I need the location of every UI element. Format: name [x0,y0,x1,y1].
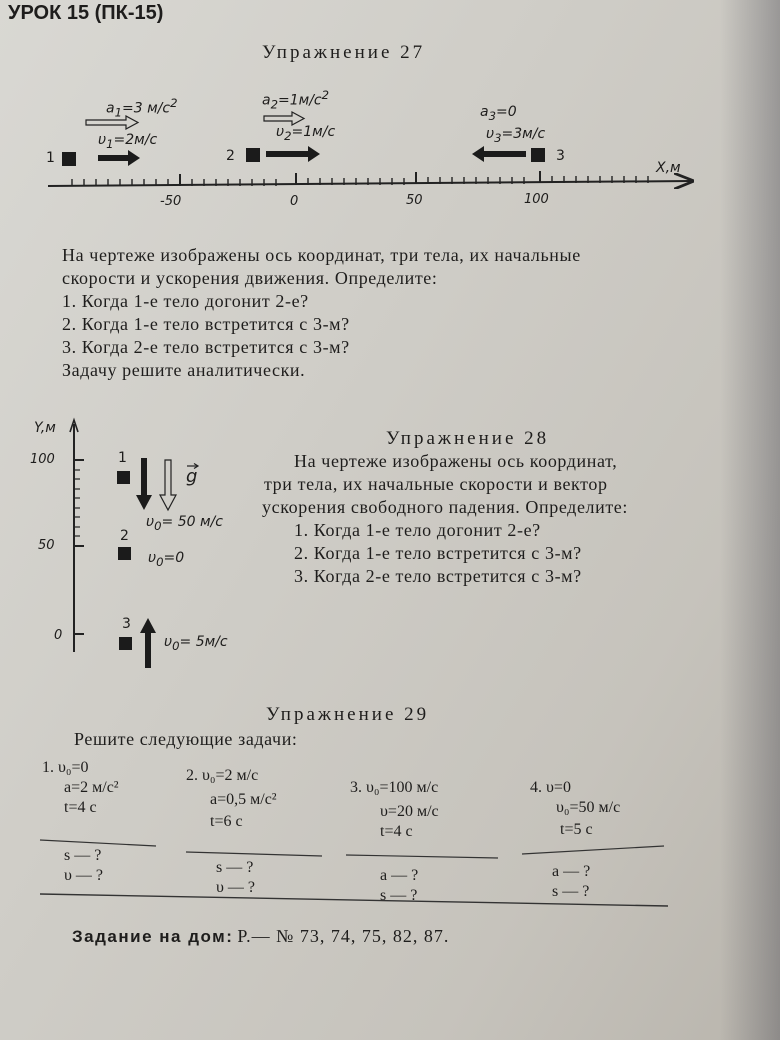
task-given: t=6 с [210,813,243,830]
ex27-question-3: 3. Когда 2-е тело встретится с 3-м? [62,337,350,357]
y-tick-0: 0 [54,628,63,643]
task-number: 4. [530,779,542,796]
body-3-square [531,148,545,162]
gravity-arrow [160,460,176,510]
task-find: a — ? [552,863,591,880]
task-given: t=4 с [380,823,413,840]
body-2-label: 2 [226,148,235,164]
body-2-square [246,148,260,162]
ex27-note: Задачу решите аналитически. [62,360,306,380]
x-axis-label: X,м [656,160,681,176]
exercise-28-heading: Упражнение 28 [386,428,550,449]
ex28-question-2: 2. Когда 1-е тело встретится с 3-м? [294,543,582,563]
task-given: υ₀=0 [58,759,89,776]
exercise-27-heading: Упражнение 27 [262,42,426,63]
body-1-label-y: 1 [118,450,127,466]
ex28-line-3: ускорения свободного падения. Определите: [262,497,629,517]
task-given: υ=0 [546,779,571,796]
body-3-square-y [119,637,132,650]
task-find: a — ? [380,867,419,884]
v0-body1-label: $\upsilon_0= 50$ м/с [146,514,223,533]
homework-label: Задание на дом: [72,927,234,946]
task-find: s — ? [380,887,418,904]
ex27-question-2: 2. Когда 1-е тело встретится с 3-м? [62,314,350,334]
x-tick-100: 100 [524,192,549,207]
v3-label: $\upsilon_3=3м/с$ [486,126,546,145]
task-given: υ₀=100 м/с [366,779,439,796]
homework-assignment: Р.— № 73, 74, 75, 82, 87. [237,926,450,946]
velocity-arrow-3 [472,146,526,162]
task-given: t=5 с [560,821,593,838]
ex27-question-1: 1. Когда 1-е тело догонит 2-е? [62,291,309,311]
task-given: υ=20 м/с [380,803,439,820]
task-find: υ — ? [216,879,256,896]
body-1-label: 1 [46,150,55,166]
task-2 [186,766,258,786]
task-number: 1. [42,759,54,776]
v1-label: $\upsilon_1=2м/с$ [98,132,158,151]
v0-body2-label: $\upsilon_0=0$ [148,550,185,569]
v0-body3-label: $\upsilon_0= 5м/с$ [164,634,228,653]
task-number: 2. [186,767,198,784]
task-number: 3. [350,779,362,796]
ex28-question-1: 1. Когда 1-е тело догонит 2-е? [294,520,541,540]
x-tick-0: 0 [290,194,299,209]
task-given: a=0,5 м/с² [210,791,277,808]
task-given: a=2 м/с² [64,779,119,796]
a2-label: $a_2=1м/с^2$ [262,88,330,112]
ex28-line-2: три тела, их начальные скорости и вектор [264,474,608,494]
y-tick-50: 50 [38,538,55,553]
body-1-square-y [117,471,130,484]
task-given: υ₀=50 м/с [556,799,621,816]
task-3 [350,778,438,798]
y-tick-100: 100 [30,452,55,467]
ex28-line-1: На чертеже изображены ось координат, [294,451,618,471]
y-axis [70,420,84,652]
y-axis-label: Y,м [34,420,56,436]
g-label: g [186,466,198,487]
x-axis [48,171,692,186]
body-3-label-y: 3 [122,616,131,632]
a3-label: $a_3=0$ [480,104,517,123]
x-tick-50: 50 [406,193,423,208]
task-find: υ — ? [64,867,104,884]
ex27-line-1: На чертеже изображены ось координат, три тела, их начальные [62,245,581,265]
a1-label: $a_1=3$ $м/с^2$ [106,96,178,120]
task-find: s — ? [552,883,590,900]
task-4 [530,778,571,798]
velocity-arrow-2 [266,146,320,162]
body-2-square-y [118,547,131,560]
ex29-intro: Решите следующие задачи: [74,729,298,749]
ex28-question-3: 3. Когда 2-е тело встретится с 3-м? [294,566,582,586]
task-given: t=4 с [64,799,97,816]
homework-line [72,926,449,947]
ex27-line-2: скорости и ускорения движения. Определите: [62,268,438,288]
velocity-arrow-1 [98,150,140,166]
x-tick-minus50: -50 [160,194,182,209]
body-3-label: 3 [556,148,565,164]
velocity-arrow-up-3 [140,618,156,668]
task-separators [40,840,664,858]
task-find: s — ? [64,847,102,864]
task-given: υ₀=2 м/с [202,767,259,784]
velocity-arrow-down-1 [136,458,152,510]
task-find: s — ? [216,859,254,876]
lesson-title: УРОК 15 (ПК-15) [8,2,164,24]
exercise-29-heading: Упражнение 29 [266,704,430,725]
v2-label: $\upsilon_2=1м/с$ [276,124,336,143]
task-1 [42,758,89,778]
body-1-square [62,152,76,166]
body-2-label-y: 2 [120,528,129,544]
